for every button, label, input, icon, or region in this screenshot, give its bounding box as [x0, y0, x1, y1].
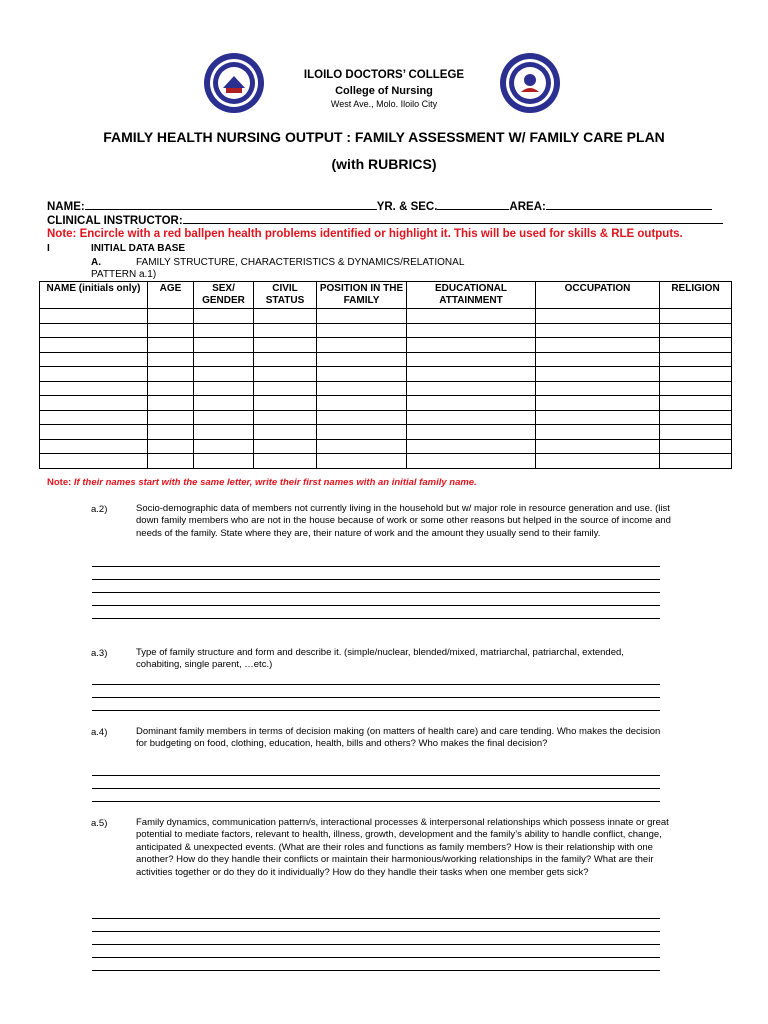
column-header: NAME (initials only) — [40, 282, 148, 309]
answer-line[interactable] — [92, 788, 660, 789]
table-cell[interactable] — [536, 410, 660, 425]
table-row — [40, 454, 732, 469]
table-cell[interactable] — [660, 309, 732, 324]
table-cell[interactable] — [40, 410, 148, 425]
table-cell[interactable] — [660, 410, 732, 425]
table-cell[interactable] — [536, 352, 660, 367]
section-roman: I — [47, 243, 50, 254]
table-cell[interactable] — [317, 454, 407, 469]
table-cell[interactable] — [194, 396, 254, 411]
table-cell[interactable] — [194, 454, 254, 469]
table-cell[interactable] — [407, 352, 536, 367]
column-header: EDUCATIONAL ATTAINMENT — [407, 282, 536, 309]
table-cell[interactable] — [536, 367, 660, 382]
table-row — [40, 381, 732, 396]
table-cell[interactable] — [148, 381, 194, 396]
college-address: West Ave., Molo. Iloilo City — [330, 99, 438, 109]
department-name: College of Nursing — [335, 85, 433, 97]
column-header: SEX/ GENDER — [194, 282, 254, 309]
question-number: a.3) — [91, 648, 108, 659]
table-cell[interactable] — [317, 309, 407, 324]
answer-line[interactable] — [92, 710, 660, 711]
answer-line[interactable] — [92, 801, 660, 802]
highlight-note: Note: Encircle with a red ballpen health problems identified or highlight it. This will be used for skills & RLE outputs. — [47, 228, 683, 240]
table-cell[interactable] — [148, 410, 194, 425]
table-cell[interactable] — [254, 425, 317, 440]
table-row — [40, 323, 732, 338]
table-row — [40, 410, 732, 425]
table-cell[interactable] — [194, 410, 254, 425]
table-cell[interactable] — [40, 323, 148, 338]
table-cell[interactable] — [148, 309, 194, 324]
table-cell[interactable] — [317, 439, 407, 454]
column-header: CIVIL STATUS — [254, 282, 317, 309]
column-header: OCCUPATION — [536, 282, 660, 309]
table-cell[interactable] — [660, 381, 732, 396]
answer-line[interactable] — [92, 605, 660, 606]
subsection-title: FAMILY STRUCTURE, CHARACTERISTICS & DYNAMICS/RELATIONAL — [136, 257, 465, 268]
table-cell[interactable] — [660, 367, 732, 382]
area-blank[interactable] — [546, 199, 712, 210]
table-cell[interactable] — [407, 323, 536, 338]
table-cell[interactable] — [407, 454, 536, 469]
table-cell[interactable] — [254, 367, 317, 382]
table-row — [40, 309, 732, 324]
names-note-text: If their names start with the same letter, write their first names with an initial family name. — [73, 477, 477, 488]
table-cell[interactable] — [194, 352, 254, 367]
table-cell[interactable] — [660, 425, 732, 440]
name-label: NAME: — [47, 201, 85, 213]
table-cell[interactable] — [254, 454, 317, 469]
answer-line[interactable] — [92, 566, 660, 567]
table-cell[interactable] — [254, 410, 317, 425]
subsection-letter: A. — [91, 257, 101, 268]
table-cell[interactable] — [317, 338, 407, 353]
table-cell[interactable] — [407, 367, 536, 382]
table-cell[interactable] — [148, 425, 194, 440]
table-cell[interactable] — [536, 323, 660, 338]
table-cell[interactable] — [194, 381, 254, 396]
table-header-row — [40, 282, 732, 309]
question-text: Socio-demographic data of members not currently living in the household but w/ major role in resource generation and use. (list down family members who are not in the house because of work or some other reasons but helped in the source of income and needs of the family. State where they are, their nature of work and the amount they usually send to their family. — [136, 503, 671, 539]
question-text: Type of family structure and form and describe it. (simple/nuclear, blended/mixed, matriarchal, patriarchal, extended, cohabiting, single parent, …etc.) — [136, 647, 624, 671]
table-cell[interactable] — [148, 396, 194, 411]
table-cell[interactable] — [148, 454, 194, 469]
names-note — [47, 477, 477, 488]
table-cell[interactable] — [407, 381, 536, 396]
area-label: AREA: — [509, 201, 546, 213]
question-number: a.5) — [91, 818, 108, 829]
answer-line[interactable] — [92, 775, 660, 776]
table-cell[interactable] — [317, 396, 407, 411]
question-text: Dominant family members in terms of decision making (on matters of health care) and care tending. Who makes the decision for budgeting on food, clothing, education, health, bills and others? Who makes the final decision? — [136, 726, 661, 750]
table-cell[interactable] — [254, 396, 317, 411]
table-cell[interactable] — [40, 338, 148, 353]
table-cell[interactable] — [40, 367, 148, 382]
table-row — [40, 425, 732, 440]
table-cell[interactable] — [317, 367, 407, 382]
table-cell[interactable] — [317, 425, 407, 440]
table-cell[interactable] — [194, 439, 254, 454]
table-cell[interactable] — [254, 309, 317, 324]
table-row — [40, 338, 732, 353]
name-field-row — [47, 199, 712, 213]
table-cell[interactable] — [40, 396, 148, 411]
column-header: RELIGION — [660, 282, 732, 309]
table-cell[interactable] — [407, 338, 536, 353]
document-title: FAMILY HEALTH NURSING OUTPUT : FAMILY ASSESSMENT W/ FAMILY CARE PLAN — [103, 129, 665, 145]
table-cell[interactable] — [660, 323, 732, 338]
instructor-field-row — [47, 213, 723, 227]
table-cell[interactable] — [194, 338, 254, 353]
table-cell[interactable] — [317, 352, 407, 367]
table-cell[interactable] — [660, 439, 732, 454]
table-cell[interactable] — [148, 352, 194, 367]
question-text: Family dynamics, communication pattern/s, interactional processes & interpersonal relationships which possess innate or great potential to mediate factors, relevant to health, illness, growth, development and the family’s ability to handle conflict, change, anticipated & unexpected events. (What are their roles and functions as family members? How is their relationship with one another? How do they handle their conflicts or maintain their harmonious/working relationships in the family? What are their activities together or do they do it individually? How do they handle their tasks when one member gets sick? — [136, 817, 669, 878]
table-cell[interactable] — [536, 396, 660, 411]
table-cell[interactable] — [194, 323, 254, 338]
table-row — [40, 396, 732, 411]
table-cell[interactable] — [536, 425, 660, 440]
table-cell[interactable] — [148, 367, 194, 382]
answer-line[interactable] — [92, 697, 660, 698]
table-cell[interactable] — [407, 439, 536, 454]
table-cell[interactable] — [407, 309, 536, 324]
table-cell[interactable] — [40, 381, 148, 396]
table-cell[interactable] — [194, 309, 254, 324]
answer-line[interactable] — [92, 944, 660, 945]
table-cell[interactable] — [254, 352, 317, 367]
table-cell[interactable] — [40, 454, 148, 469]
table-cell[interactable] — [536, 381, 660, 396]
instructor-blank[interactable] — [183, 213, 723, 224]
table-cell[interactable] — [317, 323, 407, 338]
answer-line[interactable] — [92, 618, 660, 619]
table-cell[interactable] — [40, 352, 148, 367]
answer-line[interactable] — [92, 918, 660, 919]
answer-line[interactable] — [92, 957, 660, 958]
family-members-table — [39, 281, 732, 469]
table-row — [40, 367, 732, 382]
table-cell[interactable] — [536, 309, 660, 324]
names-note-label: Note: — [47, 477, 72, 488]
table-cell[interactable] — [407, 396, 536, 411]
table-cell[interactable] — [148, 439, 194, 454]
answer-line[interactable] — [92, 592, 660, 593]
document-subtitle: (with RUBRICS) — [331, 156, 437, 172]
answer-line[interactable] — [92, 970, 660, 971]
table-cell[interactable] — [40, 309, 148, 324]
table-cell[interactable] — [536, 338, 660, 353]
table-cell[interactable] — [254, 439, 317, 454]
table-cell[interactable] — [407, 410, 536, 425]
table-cell[interactable] — [194, 367, 254, 382]
question-number: a.4) — [91, 727, 108, 738]
table-cell[interactable] — [407, 425, 536, 440]
table-row — [40, 439, 732, 454]
table-cell[interactable] — [254, 323, 317, 338]
table-cell[interactable] — [194, 425, 254, 440]
table-cell[interactable] — [536, 439, 660, 454]
table-cell[interactable] — [317, 381, 407, 396]
table-cell[interactable] — [254, 381, 317, 396]
column-header: AGE — [148, 282, 194, 309]
table-cell[interactable] — [148, 323, 194, 338]
answer-line[interactable] — [92, 931, 660, 932]
table-cell[interactable] — [317, 410, 407, 425]
name-blank[interactable] — [85, 199, 377, 210]
table-cell[interactable] — [40, 425, 148, 440]
yr-sec-label: YR. & SEC. — [376, 201, 438, 213]
table-cell[interactable] — [660, 338, 732, 353]
table-row — [40, 352, 732, 367]
answer-line[interactable] — [92, 684, 660, 685]
table-cell[interactable] — [148, 338, 194, 353]
college-name: ILOILO DOCTORS’ COLLEGE — [303, 69, 465, 81]
table-cell[interactable] — [660, 396, 732, 411]
answer-line[interactable] — [92, 579, 660, 580]
table-cell[interactable] — [660, 352, 732, 367]
table-cell[interactable] — [536, 454, 660, 469]
yr-sec-blank[interactable] — [437, 199, 509, 210]
pattern-label: PATTERN a.1) — [91, 269, 157, 280]
table-cell[interactable] — [254, 338, 317, 353]
section-title: INITIAL DATA BASE — [91, 243, 186, 254]
question-number: a.2) — [91, 504, 108, 515]
table-cell[interactable] — [660, 454, 732, 469]
column-header: POSITION IN THE FAMILY — [317, 282, 407, 309]
table-cell[interactable] — [40, 439, 148, 454]
instructor-label: CLINICAL INSTRUCTOR: — [47, 215, 183, 227]
